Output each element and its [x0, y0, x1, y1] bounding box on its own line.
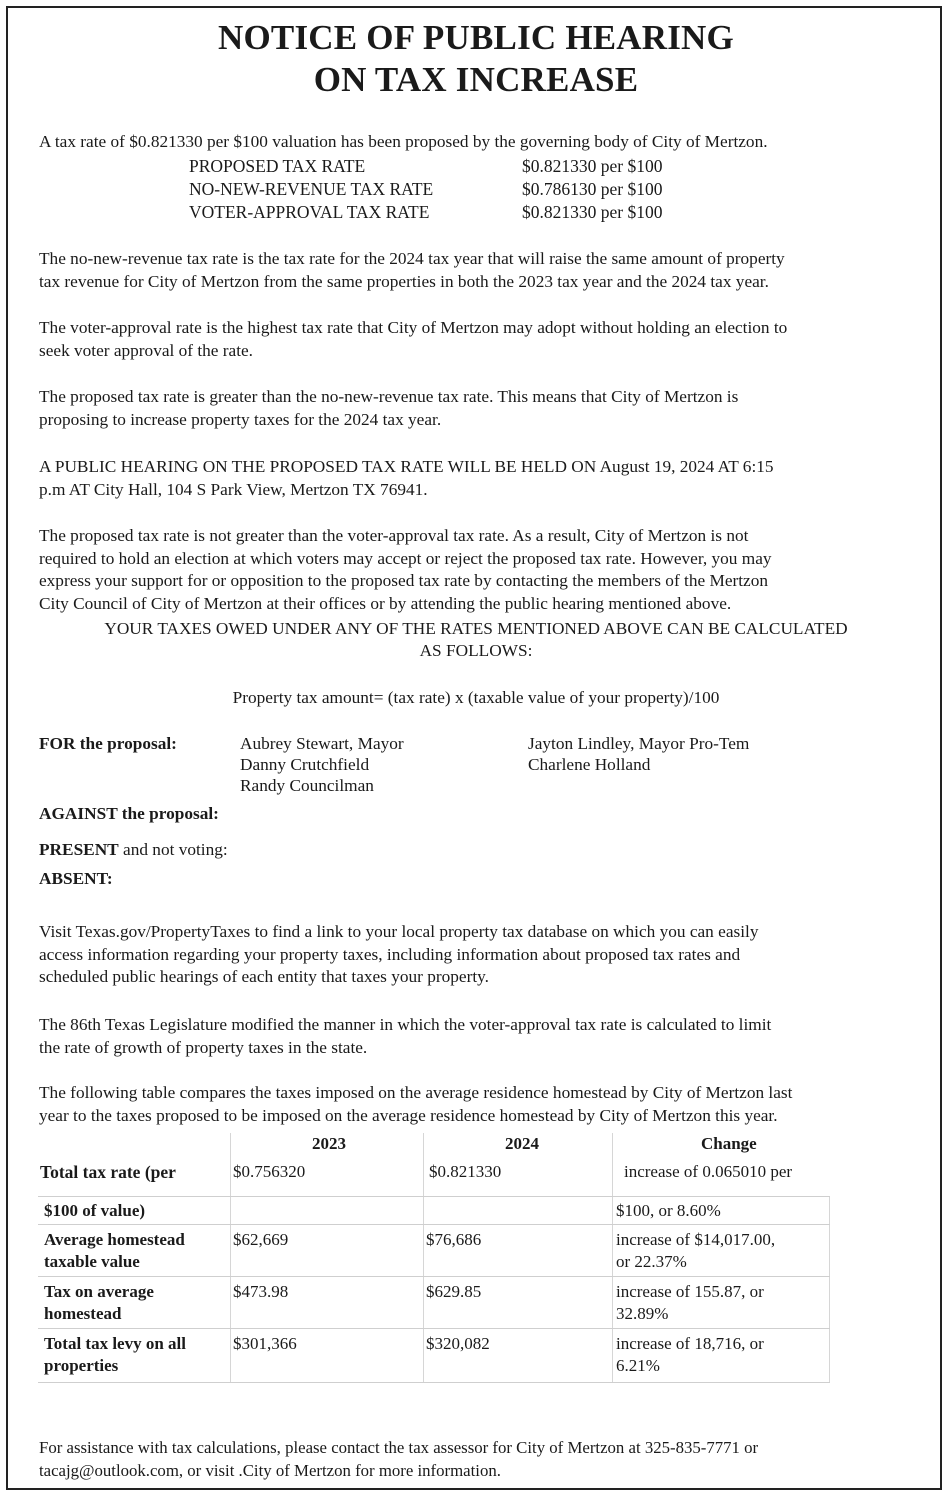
table-cell-2024: $320,082: [426, 1334, 490, 1353]
table-header-2024: 2024: [505, 1134, 539, 1153]
rate-value-voter-approval: $0.821330 per $100: [522, 202, 663, 222]
table-cell-2023: $0.756320: [233, 1162, 306, 1181]
notice-title-line2: ON TAX INCREASE: [313, 60, 639, 99]
for-member: Aubrey Stewart, Mayor: [240, 734, 404, 753]
paragraph-visit-texas-gov: Visit Texas.gov/PropertyTaxes to find a link to your local property tax database on which you can easily access information regarding your property taxes, including information about proposed tax rates and scheduled public hearings of each entity that taxes your property.: [39, 922, 759, 986]
table-cell-2023: $62,669: [233, 1230, 289, 1249]
tax-formula: Property tax amount= (tax rate) x (taxable value of your property)/100: [232, 688, 720, 707]
for-member: Jayton Lindley, Mayor Pro-Tem: [528, 734, 750, 753]
table-divider: [38, 1276, 830, 1277]
table-cell-change: increase of 0.065010 per: [624, 1162, 793, 1181]
table-cell-2024: $629.85: [426, 1282, 482, 1301]
against-proposal-label: AGAINST the proposal:: [39, 804, 219, 823]
table-row-label: Total tax rate (per: [40, 1162, 176, 1182]
taxes-owed-heading-line1: YOUR TAXES OWED UNDER ANY OF THE RATES MENTIONED ABOVE CAN BE CALCULATED: [104, 619, 848, 638]
table-cell-change: $100, or 8.60%: [616, 1201, 721, 1220]
table-cell-change: increase of 155.87, or 32.89%: [616, 1282, 764, 1323]
present-suffix: and not voting:: [118, 840, 228, 859]
table-divider: [38, 1328, 830, 1329]
table-row-label: Average homestead taxable value: [44, 1230, 185, 1271]
table-row-label: Tax on average homestead: [44, 1282, 154, 1323]
notice-title-line1: NOTICE OF PUBLIC HEARING: [218, 18, 734, 57]
paragraph-rate-greater: The proposed tax rate is greater than the no-new-revenue tax rate. This means that City of Mertzon is proposing to increase property taxes for the 2024 tax year.: [39, 387, 739, 429]
paragraph-not-greater: The proposed tax rate is not greater than the voter-approval tax rate. As a result, City of Mertzon is not required to hold an election at which voters may accept or reject the proposed tax rate. However, you may express your support for or opposition to the proposed tax rate by contacting the members of the Mertzon City Council of City of Mertzon at their offices or by attending the public hearing mentioned above.: [39, 526, 772, 613]
table-cell-change: increase of $14,017.00, or 22.37%: [616, 1230, 776, 1271]
taxes-owed-heading-line2: AS FOLLOWS:: [419, 641, 533, 660]
table-cell-change: increase of 18,716, or 6.21%: [616, 1334, 764, 1375]
for-member: Randy Councilman: [240, 776, 374, 795]
table-divider: [38, 1196, 830, 1197]
table-divider: [38, 1224, 830, 1225]
paragraph-assistance-contact: For assistance with tax calculations, please contact the tax assessor for City of Mertzon at 325-835-7771 or tacajg@outlook.com, or visit .City of Mertzon for more information.: [39, 1438, 759, 1480]
table-cell-2023: $473.98: [233, 1282, 289, 1301]
table-divider: [230, 1133, 231, 1383]
for-member: Charlene Holland: [528, 755, 651, 774]
table-divider: [423, 1133, 424, 1383]
rate-label-proposed: PROPOSED TAX RATE: [189, 156, 366, 176]
present-not-voting-label: [39, 840, 228, 860]
absent-label: ABSENT:: [39, 869, 113, 888]
table-header-2023: 2023: [312, 1134, 346, 1153]
rate-label-voter-approval: VOTER-APPROVAL TAX RATE: [189, 202, 430, 222]
table-cell-2024: $0.821330: [429, 1162, 502, 1181]
paragraph-voter-approval: The voter-approval rate is the highest tax rate that City of Mertzon may adopt without holding an election to seek voter approval of the rate.: [39, 318, 788, 360]
rate-value-no-new-revenue: $0.786130 per $100: [522, 179, 663, 199]
rate-label-no-new-revenue: NO-NEW-REVENUE TAX RATE: [189, 179, 434, 199]
for-member: Danny Crutchfield: [240, 755, 370, 774]
table-row-label: Total tax levy on all properties: [44, 1334, 186, 1375]
table-divider: [38, 1382, 830, 1383]
rate-value-proposed: $0.821330 per $100: [522, 156, 663, 176]
table-cell-2023: $301,366: [233, 1334, 297, 1353]
present-label: PRESENT: [39, 840, 119, 859]
paragraph-legislature: The 86th Texas Legislature modified the manner in which the voter-approval tax rate is calculated to limit the rate of growth of property taxes in the state.: [39, 1015, 772, 1057]
intro-sentence: A tax rate of $0.821330 per $100 valuation has been proposed by the governing body of City of Mertzon.: [39, 132, 768, 151]
table-cell-2024: $76,686: [426, 1230, 482, 1249]
for-proposal-label: FOR the proposal:: [39, 734, 177, 753]
paragraph-table-intro: The following table compares the taxes imposed on the average residence homestead by City of Mertzon last year to the taxes proposed to be imposed on the average residence homestead by City of Mertzon this year.: [39, 1083, 793, 1125]
paragraph-no-new-revenue: The no-new-revenue tax rate is the tax rate for the 2024 tax year that will raise the same amount of property tax revenue for City of Mertzon from the same properties in both the 2023 tax year and the 2024 tax year.: [39, 249, 785, 291]
table-row-label: $100 of value): [44, 1201, 146, 1220]
table-divider: [612, 1133, 613, 1383]
table-header-change: Change: [701, 1134, 757, 1153]
paragraph-public-hearing: A PUBLIC HEARING ON THE PROPOSED TAX RATE WILL BE HELD ON August 19, 2024 AT 6:15 p.m AT City Hall, 104 S Park View, Mertzon TX 76941.: [39, 457, 774, 499]
